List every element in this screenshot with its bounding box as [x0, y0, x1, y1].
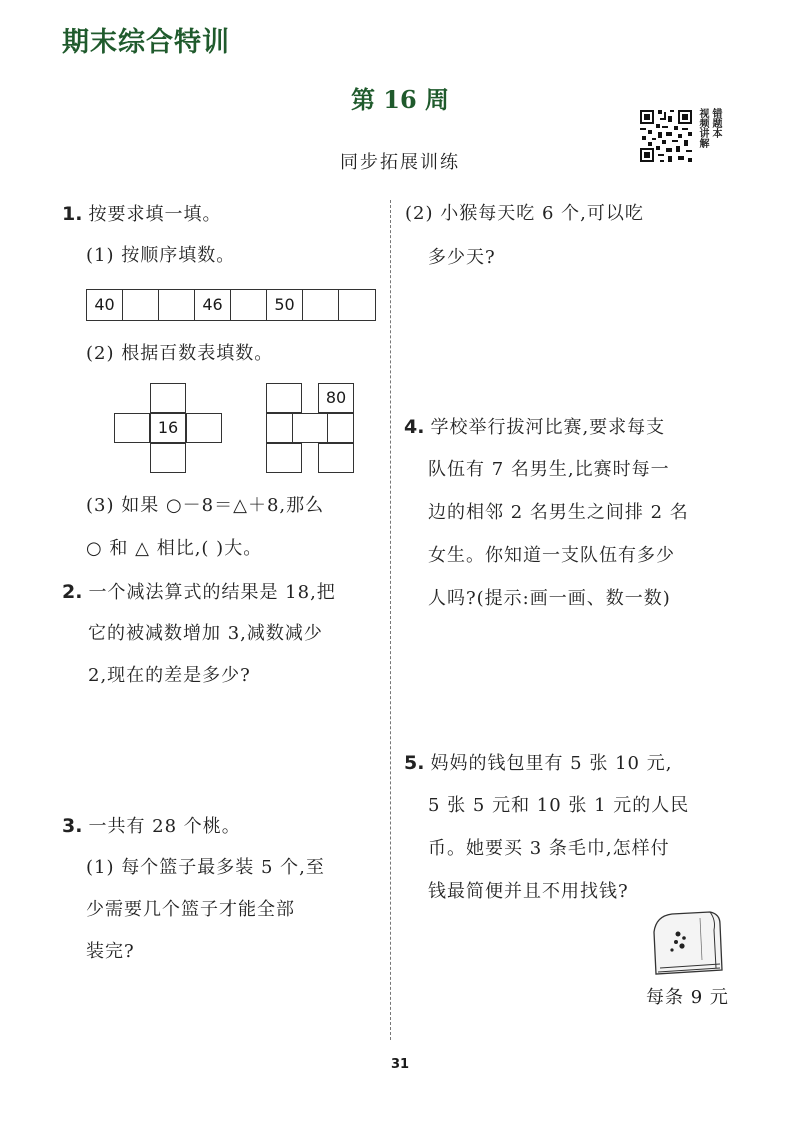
q5-number: 5. [404, 752, 425, 774]
q4-line4: 女生。你知道一支队伍有多少 [428, 545, 675, 566]
sequence-cell[interactable] [231, 290, 267, 320]
sequence-cell: 50 [267, 290, 303, 320]
qr-label [697, 108, 721, 148]
q5-text: 妈妈的钱包里有 5 张 10 元, [430, 753, 673, 774]
q5-line3: 币。她要买 3 条毛巾,怎样付 [428, 838, 670, 859]
hundred-grid [266, 383, 354, 473]
q1-part2: (2) 根据百数表填数。 [86, 343, 274, 364]
q4-text: 学校举行拔河比赛,要求每支 [430, 417, 666, 438]
section-title: 期末综合特训 [62, 27, 230, 58]
q4-number: 4. [404, 416, 425, 438]
subtitle: 同步拓展训练 [340, 152, 460, 173]
grid-cell[interactable] [114, 413, 150, 443]
q3-part2-line2: 多少天? [428, 247, 496, 268]
sequence-cell: 40 [87, 290, 123, 320]
cross-grid [114, 383, 222, 473]
q3-part1-line1: (1) 每个篮子最多装 5 个,至 [86, 857, 325, 878]
q3-part2-line1: (2) 小猴每天吃 6 个,可以吃 [405, 203, 644, 224]
q2-line2: 它的被减数增加 3,减数减少 [88, 623, 323, 644]
sequence-boxes [86, 289, 376, 321]
q3-text: 一共有 28 个桃。 [88, 816, 241, 837]
q4-line2: 队伍有 7 名男生,比赛时每一 [428, 459, 670, 480]
sequence-cell: 46 [195, 290, 231, 320]
column-divider [390, 200, 391, 1040]
q5-line1 [404, 752, 672, 775]
q4-line1 [404, 416, 665, 439]
towel-icon [650, 910, 726, 982]
grid-cell-center: 16 [150, 413, 186, 443]
q5-line2: 5 张 5 元和 10 张 1 元的人民 [428, 795, 690, 816]
qr-label-mistakes: 错题本 [710, 108, 721, 138]
q2-line1 [62, 581, 336, 604]
page-number: 31 [390, 1057, 410, 1072]
grid-cell[interactable] [266, 443, 302, 473]
sequence-cell[interactable] [339, 290, 375, 320]
sequence-cell[interactable] [303, 290, 339, 320]
towel-price-caption: 每条 9 元 [646, 987, 729, 1008]
q3-part1-line2: 少需要几个篮子才能全部 [86, 899, 295, 920]
q2-line3: 2,现在的差是多少? [88, 665, 251, 686]
grid-cell[interactable] [318, 443, 354, 473]
q4-line5: 人吗?(提示:画一画、数一数) [428, 588, 671, 609]
q2-number: 2. [62, 581, 83, 603]
q1-heading [62, 203, 221, 226]
grid-cell[interactable] [292, 413, 328, 443]
q1-part3-line2: ○ 和 △ 相比,( )大。 [86, 538, 263, 559]
grid-cell[interactable] [150, 443, 186, 473]
grid-cell[interactable] [266, 383, 302, 413]
q1-part3-line1: (3) 如果 ○－8＝△＋8,那么 [86, 495, 325, 516]
qr-code-icon[interactable] [638, 108, 694, 164]
q3-part1-line3: 装完? [86, 941, 135, 962]
sequence-cell[interactable] [159, 290, 195, 320]
q2-text: 一个减法算式的结果是 18,把 [88, 582, 336, 603]
qr-label-video: 视频讲解 [697, 108, 708, 148]
q1-number: 1. [62, 203, 83, 225]
sequence-cell[interactable] [123, 290, 159, 320]
week-title: 第 16 周 [350, 85, 450, 114]
q4-line3: 边的相邻 2 名男生之间排 2 名 [428, 502, 689, 523]
grid-cell-top-right: 80 [318, 383, 354, 413]
grid-cell[interactable] [186, 413, 222, 443]
grid-cell[interactable] [150, 383, 186, 413]
q3-heading [62, 815, 241, 838]
q1-part1: (1) 按顺序填数。 [86, 245, 236, 266]
q5-line4: 钱最简便并且不用找钱? [428, 881, 629, 902]
q1-text: 按要求填一填。 [88, 204, 222, 225]
q3-number: 3. [62, 815, 83, 837]
